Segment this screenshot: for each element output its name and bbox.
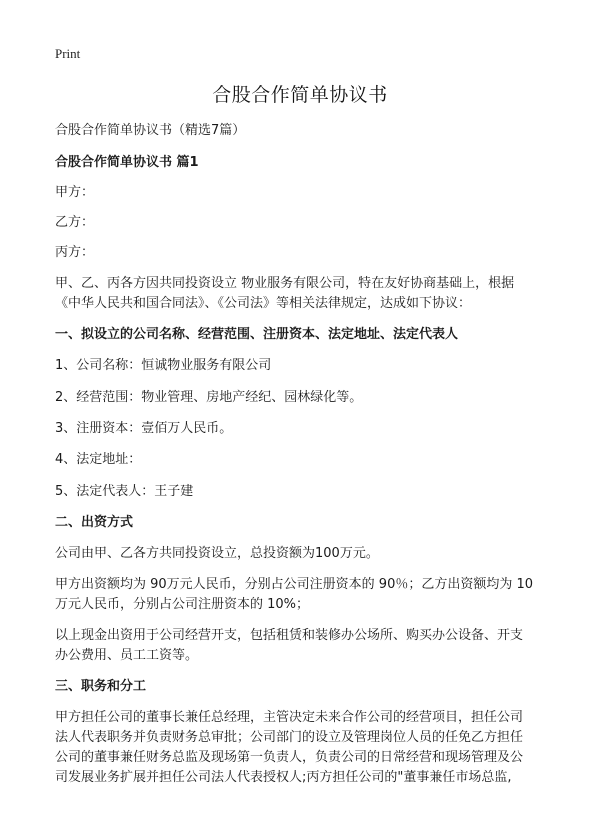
cash-use-line-1: 以上现金出资用于公司经营开支，包括租赁和装修办公场所、购买办公设备、开支 (55, 628, 524, 643)
party-a-label: 甲方： (55, 185, 95, 200)
party-b-label: 乙方： (55, 215, 95, 230)
heading-company-info: 一、拟设立的公司名称、经营范围、注册资本、法定地址、法定代表人 (55, 327, 459, 342)
print-link[interactable]: Print (55, 46, 81, 61)
cash-use-line-2: 办公费用、员工工资等。 (55, 648, 199, 663)
document-subtitle: 合股合作简单协议书（精选7篇） (55, 123, 246, 138)
intro-line-1: 甲、乙、丙各方因共同投资设立 物业服务有限公司，特在友好协商基础上，根据 (55, 276, 515, 291)
intro-line-2: 《中华人民共和国合同法》、《公司法》等相关法律规定，达成如下协议： (55, 296, 472, 311)
party-c-label: 丙方： (55, 245, 95, 260)
duty-line-1: 甲方担任公司的董事长兼任总经理，主管决定未来合作公司的经营项目，担任公司 (55, 710, 524, 725)
capital-split-line-1: 甲方出资额均为 90万元人民币，分别占公司注册资本的 90％；乙方出资额均为 10 (55, 577, 534, 592)
item-registered-capital: 3、注册资本：壹佰万人民币。 (55, 421, 233, 436)
item-company-name: 1、公司名称：恒诚物业服务有限公司 (55, 358, 272, 373)
capital-split-line-2: 万元人民币，分别占公司注册资本的 10%； (55, 597, 310, 612)
capital-total-line: 公司由甲、乙各方共同投资设立，总投资额为100万元。 (55, 546, 379, 561)
item-legal-address: 4、法定地址： (55, 452, 142, 467)
duty-line-2: 法人代表职务并负责财务总审批；公司部门的设立及管理岗位人员的任免乙方担任 (55, 730, 524, 745)
item-business-scope: 2、经营范围：物业管理、房地产经纪、园林绿化等。 (55, 390, 363, 405)
duty-line-3: 公司的董事兼任财务总监及现场第一负责人，负责公司的日常经营和现场管理及公 (55, 750, 524, 765)
section-title: 合股合作简单协议书 篇1 (55, 155, 199, 170)
heading-duties: 三、职务和分工 (55, 679, 147, 694)
item-legal-representative: 5、法定代表人：王子建 (55, 484, 194, 499)
document-title: 合股合作简单协议书 (212, 84, 388, 106)
duty-line-4: 司发展业务扩展并担任公司法人代表授权人;丙方担任公司的"董事兼任市场总监, (55, 770, 512, 785)
heading-investment-method: 二、出资方式 (55, 515, 134, 530)
